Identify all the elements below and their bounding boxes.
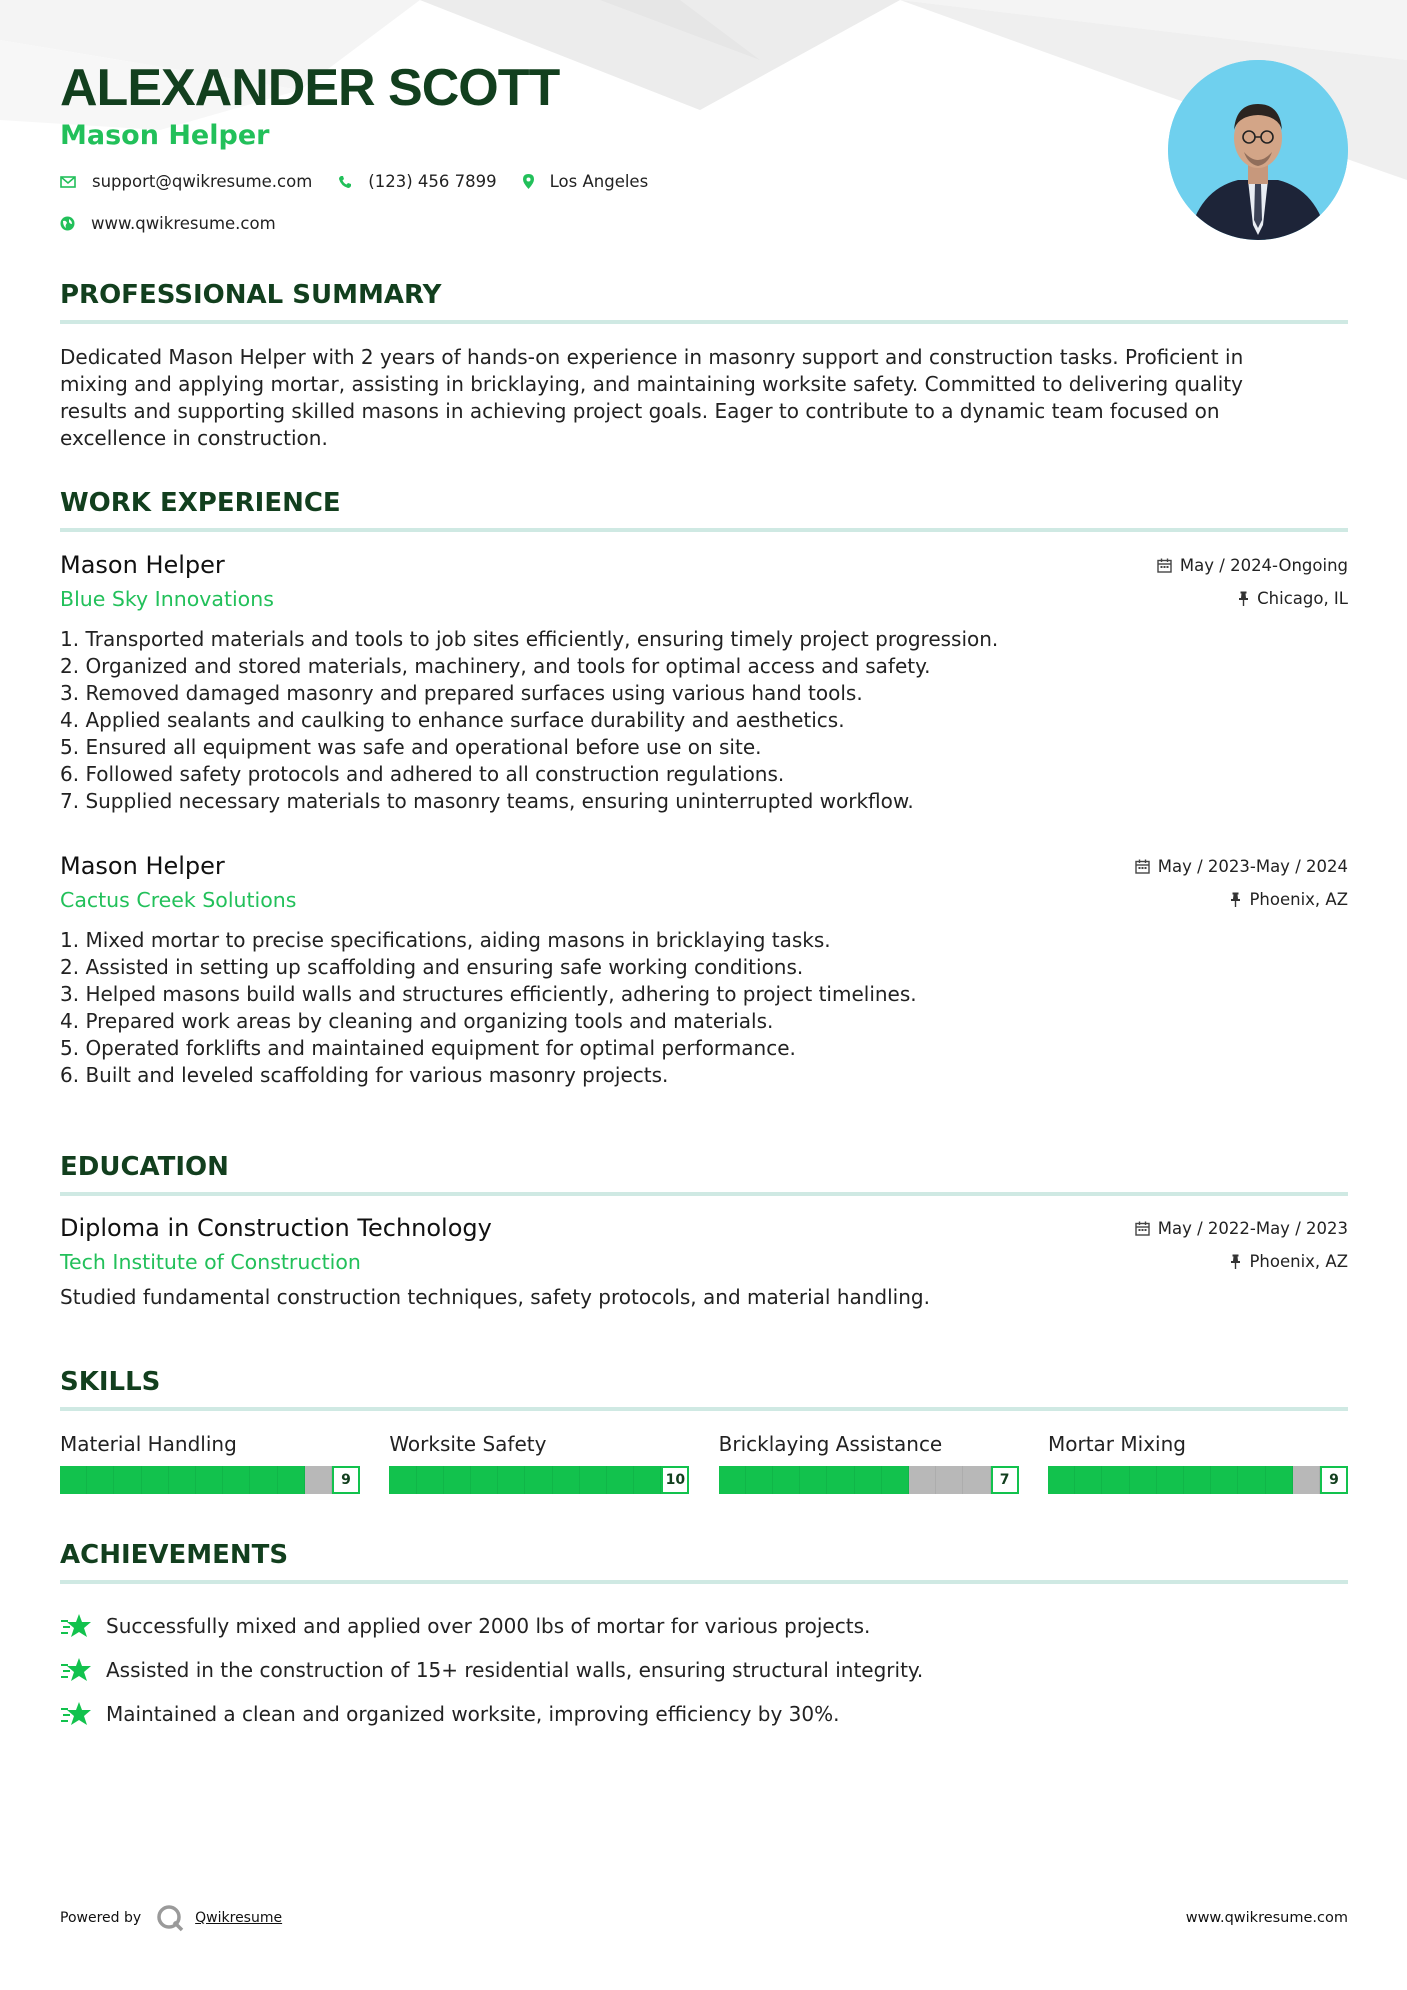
skill-segment-filled [250,1466,277,1494]
job-bullets [60,626,1348,815]
star-badge-icon [60,1701,92,1727]
education-dates-text: May / 2022-May / 2023 [1157,1218,1348,1238]
list-item: 2. Assisted in setting up scaffolding and ensuring safe working conditions. [60,955,804,979]
skill-segment-filled [855,1466,882,1494]
skill-item [60,1431,360,1494]
summary-line: results and supporting skilled masons in achieving project goals. Eager to contribute to a dynamic team focused on [60,399,1220,423]
skill-segment-filled [87,1466,114,1494]
star-badge-icon [60,1657,92,1683]
achievement-item [60,1648,1348,1692]
education-section [60,1152,1348,1196]
powered-by-text: Powered by [60,1910,142,1926]
achievement-text: Assisted in the construction of 15+ residential walls, ensuring structural integrity. [106,1658,924,1682]
skill-score: 7 [991,1466,1019,1494]
skill-segment-filled [1184,1466,1211,1494]
skill-segment-empty [305,1466,332,1494]
list-item: 5. Ensured all equipment was safe and operational before use on site. [60,735,762,759]
summary-text [60,344,1348,452]
education-location-text: Phoenix, AZ [1249,1251,1348,1271]
skill-segment-filled [223,1466,250,1494]
education-dates [1135,1216,1348,1240]
job-entry [60,851,1348,1089]
experience-section [60,488,1348,532]
skill-segment-filled [1075,1466,1102,1494]
list-item: 4. Applied sealants and caulking to enhance surface durability and aesthetics. [60,708,845,732]
summary-line: Dedicated Mason Helper with 2 years of hands-on experience in masonry support and construction tasks. Proficient in [60,345,1244,369]
powered-by [60,1903,282,1933]
achievements-list [60,1604,1348,1736]
skill-segment-filled [525,1466,552,1494]
skill-segment-filled [553,1466,580,1494]
skill-segment-filled [498,1466,525,1494]
summary-heading: PROFESSIONAL SUMMARY [60,280,442,310]
footer-website[interactable]: www.qwikresume.com [1185,1910,1348,1926]
skill-segment-filled [827,1466,854,1494]
skill-rating-bar [60,1466,360,1494]
globe-icon [60,216,75,231]
education-location [1135,1249,1348,1273]
skill-rating-bar [1048,1466,1348,1494]
list-item: 6. Followed safety protocols and adhered to all construction regulations. [60,762,785,786]
company-name: Blue Sky Innovations [60,587,274,611]
list-item: 1. Mixed mortar to precise specifications, aiding masons in bricklaying tasks. [60,928,831,952]
calendar-icon [1157,558,1172,573]
school-name: Tech Institute of Construction [60,1250,361,1274]
website-row [60,214,302,233]
education-item [60,1213,1348,1311]
skill-segment-filled [1266,1466,1293,1494]
skill-score: 10 [661,1466,689,1494]
calendar-icon [1135,1221,1150,1236]
skill-segment-filled [389,1466,416,1494]
pushpin-icon [1230,892,1241,907]
skill-segment-filled [142,1466,169,1494]
skill-segment-filled [196,1466,223,1494]
skill-segment-filled [1157,1466,1184,1494]
email-contact[interactable] [60,172,312,191]
skill-segment-filled [444,1466,471,1494]
skill-name: Bricklaying Assistance [718,1432,943,1456]
pushpin-icon [1230,1254,1241,1269]
list-item: 6. Built and leveled scaffolding for various masonry projects. [60,1063,669,1087]
section-divider [60,1407,1348,1411]
skill-segment-filled [278,1466,305,1494]
map-pin-icon [523,174,534,189]
star-badge-icon [60,1613,92,1639]
skill-segment-filled [471,1466,498,1494]
achievement-text: Successfully mixed and applied over 2000 lbs of mortar for various projects. [106,1614,871,1638]
job-meta [1157,553,1348,619]
skill-item [389,1431,689,1494]
experience-heading: WORK EXPERIENCE [60,488,341,518]
skill-name: Material Handling [60,1432,237,1456]
skill-segment-filled [800,1466,827,1494]
profile-photo [1168,60,1348,240]
candidate-name: ALEXANDER SCOTT [60,59,560,117]
skill-segment-filled [882,1466,909,1494]
achievement-item [60,1692,1348,1736]
calendar-icon [1135,859,1150,874]
skill-segment-empty [936,1466,963,1494]
list-item: 7. Supplied necessary materials to masonry teams, ensuring uninterrupted workflow. [60,789,914,813]
achievement-item [60,1604,1348,1648]
list-item: 2. Organized and stored materials, machinery, and tools for optimal access and safety. [60,654,931,678]
section-divider [60,320,1348,324]
pushpin-icon [1238,591,1249,606]
skill-segment-filled [746,1466,773,1494]
achievement-text: Maintained a clean and organized worksite, improving efficiency by 30%. [106,1702,840,1726]
achievements-heading: ACHIEVEMENTS [60,1540,289,1570]
skill-item [719,1431,1019,1494]
skill-rating-bar [389,1466,689,1494]
person-portrait-icon [1168,60,1348,240]
summary-line: mixing and applying mortar, assisting in bricklaying, and maintaining worksite safety. Committed to delivering quality [60,372,1243,396]
skill-segment-empty [1293,1466,1320,1494]
skill-name: Worksite Safety [389,1432,547,1456]
skill-segment-empty [963,1466,990,1494]
job-entry-1 [60,550,1348,815]
skill-segment-filled [773,1466,800,1494]
education-meta [1135,1216,1348,1282]
job-location-text: Phoenix, AZ [1249,889,1348,909]
section-divider [60,1192,1348,1196]
skill-name: Mortar Mixing [1047,1432,1186,1456]
list-item: 3. Helped masons build walls and structures efficiently, adhering to project timelines. [60,982,917,1006]
section-divider [60,528,1348,532]
job-title: Mason Helper [60,551,225,579]
website-text: www.qwikresume.com [91,214,276,233]
skills-section [60,1367,1348,1494]
website-contact[interactable] [60,214,276,233]
achievements-section [60,1540,1348,1736]
skill-segment-filled [114,1466,141,1494]
list-item: 5. Operated forklifts and maintained equipment for optimal performance. [60,1036,796,1060]
skill-segment-filled [417,1466,444,1494]
job-dates [1157,553,1348,577]
job-entry [60,550,1348,815]
job-location-text: Chicago, IL [1257,588,1348,608]
skills-list [60,1431,1348,1494]
skill-score: 9 [332,1466,360,1494]
job-title: Mason Helper [60,852,225,880]
location-text: Los Angeles [549,172,649,191]
list-item: 4. Prepared work areas by cleaning and organizing tools and materials. [60,1009,774,1033]
education-heading: EDUCATION [60,1152,229,1182]
job-dates [1135,854,1348,878]
qwikresume-link[interactable]: Qwikresume [195,1910,283,1926]
skill-rating-bar [719,1466,1019,1494]
skill-segment-filled [1048,1466,1075,1494]
education-entry [60,1213,1348,1311]
skill-segment-filled [634,1466,661,1494]
list-item: 1. Transported materials and tools to job sites efficiently, ensuring timely project progression. [60,627,999,651]
skill-segment-filled [1102,1466,1129,1494]
email-text: support@qwikresume.com [92,172,313,191]
education-description: Studied fundamental construction techniques, safety protocols, and material handling. [60,1285,930,1309]
company-name: Cactus Creek Solutions [60,888,297,912]
job-meta [1135,854,1348,920]
skill-segment-filled [169,1466,196,1494]
job-dates-text: May / 2024-Ongoing [1179,555,1348,575]
skill-segment-filled [607,1466,634,1494]
page-footer [60,1898,1348,1938]
summary-line: excellence in construction. [60,426,328,450]
location-contact [523,172,649,191]
job-bullets [60,927,1348,1089]
job-location [1135,887,1348,911]
skill-segment-filled [719,1466,746,1494]
degree-title: Diploma in Construction Technology [60,1214,492,1242]
skill-segment-filled [1211,1466,1238,1494]
summary-section [60,280,1348,452]
skill-segment-filled [60,1466,87,1494]
skill-segment-filled [1130,1466,1157,1494]
phone-text: (123) 456 7899 [368,172,497,191]
job-dates-text: May / 2023-May / 2024 [1157,856,1348,876]
qwikresume-logo-icon [155,1903,185,1933]
list-item: 3. Removed damaged masonry and prepared surfaces using various hand tools. [60,681,863,705]
contact-row [60,172,674,191]
job-entry-2 [60,851,1348,1089]
skill-segment-filled [1238,1466,1265,1494]
candidate-title: Mason Helper [60,120,270,151]
skill-score: 9 [1320,1466,1348,1494]
job-location [1157,586,1348,610]
skills-heading: SKILLS [60,1367,161,1397]
envelope-icon [60,176,76,188]
skill-segment-filled [580,1466,607,1494]
phone-contact[interactable] [338,172,496,191]
phone-icon [338,175,352,189]
skill-segment-empty [909,1466,936,1494]
skill-item [1048,1431,1348,1494]
section-divider [60,1580,1348,1584]
